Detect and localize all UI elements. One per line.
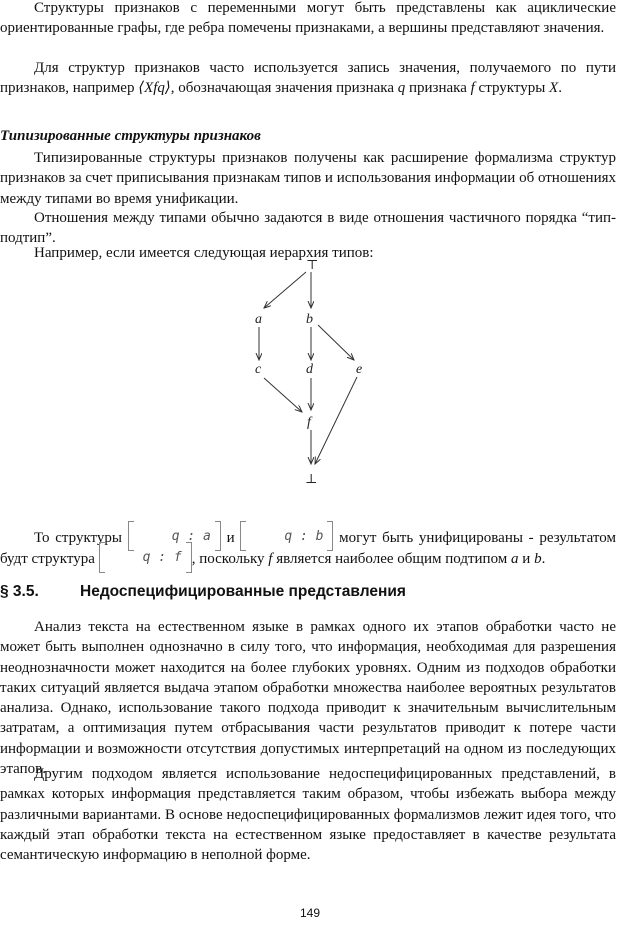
text: Для структур признаков часто используется запись значения, получаемого по пути признаков, например — [0, 60, 616, 97]
text: , обозначающая значения признака — [170, 80, 398, 97]
node-f: f — [307, 415, 311, 430]
var-b: b — [534, 551, 542, 568]
subheading-typed-feature-structures: Типизированные структуры признаков — [0, 128, 261, 144]
paragraph-type-relations: Отношения между типами обычно задаются в виде отношения частичного порядка “тип-подтип”. — [0, 210, 616, 247]
edge-e-bottom — [315, 377, 357, 464]
type-hierarchy-diagram — [220, 252, 400, 492]
structure-q-b: q : b — [240, 527, 333, 547]
text: могут быть унифицированы - результатом будт структура — [0, 530, 616, 568]
node-b: b — [306, 312, 313, 327]
var-a: a — [511, 551, 519, 568]
node-top: ⊤ — [306, 257, 319, 272]
node-bottom: ⊥ — [305, 471, 318, 486]
var-f: f — [470, 80, 475, 97]
edge-b-e — [318, 325, 354, 360]
paragraph-underspecified: Другим подходом является использование недоспецифицированных представлений, в рамках которых информация представляется таким образом, чтобы избежать выбора между различными вариантами. В основе недоспецифицированных формализмов лежит идея того, что каждый этап обработки текста на естественном языке предоставляет в качестве результата семантическую информацию в неполной форме. — [0, 766, 616, 864]
node-a: a — [255, 312, 262, 327]
var-f: f — [268, 551, 273, 568]
path-notation: ⟨Xfq⟩ — [138, 80, 171, 97]
edge-c-f — [264, 378, 302, 412]
section-heading — [0, 583, 616, 601]
text: и — [220, 530, 241, 546]
text: . — [541, 551, 546, 568]
text: признака — [405, 80, 471, 97]
node-d: d — [306, 362, 313, 377]
section-title: Недоспецифицированные представления — [80, 583, 406, 600]
edge-top-a — [264, 272, 306, 308]
text: То структуры — [34, 530, 128, 546]
text: . — [558, 80, 562, 97]
paragraph-feature-path-notation — [0, 58, 616, 99]
text: , поскольку — [191, 551, 269, 568]
structure-q-a: q : a — [128, 527, 221, 547]
node-e: e — [356, 362, 363, 377]
section-number: § 3.5. — [0, 583, 39, 600]
text: и — [518, 551, 535, 568]
structure-q-f: q : f — [99, 548, 192, 568]
paragraph-feature-structures-graphs: Структуры признаков с переменными могут быть представлены как ациклические ориентированные графы, где ребра помечены признаками, а вершины представляют значения. — [0, 0, 616, 37]
paragraph-hierarchy-intro: Например, если имеется следующая иерархия типов: — [34, 245, 374, 261]
text: структуры — [474, 80, 550, 97]
var-q: q — [397, 80, 406, 97]
var-X: X — [549, 80, 559, 97]
paragraph-typed-structures: Типизированные структуры признаков получены как расширение формализма структур признаков за счет приписывания признакам типов и использования информации об отношениях между типами во время унификации. — [0, 150, 616, 207]
page-number: 149 — [299, 906, 321, 920]
paragraph-unification-example — [0, 527, 616, 570]
text: является наиболее общим подтипом — [272, 551, 512, 568]
node-c: c — [255, 362, 262, 377]
paragraph-analysis-ambiguity: Анализ текста на естественном языке в рамках одного их этапов обработки часто не может быть выполнен однозначно в силу того, что информация, необходимая для разрешения неоднозначности может находится на более глубоких уровнях. Одним из подходов обработки таких ситуаций является выдача этапом обработки множества наиболее вероятных результатов анализа. Однако, использование такого подхода приводит к значительным вычислительным затратам, а оптимизация путем отбрасывания части результатов приводит к потере части информации и возможности отсутствия допустимых интерпретаций на одном из последующих этапов. — [0, 619, 616, 778]
